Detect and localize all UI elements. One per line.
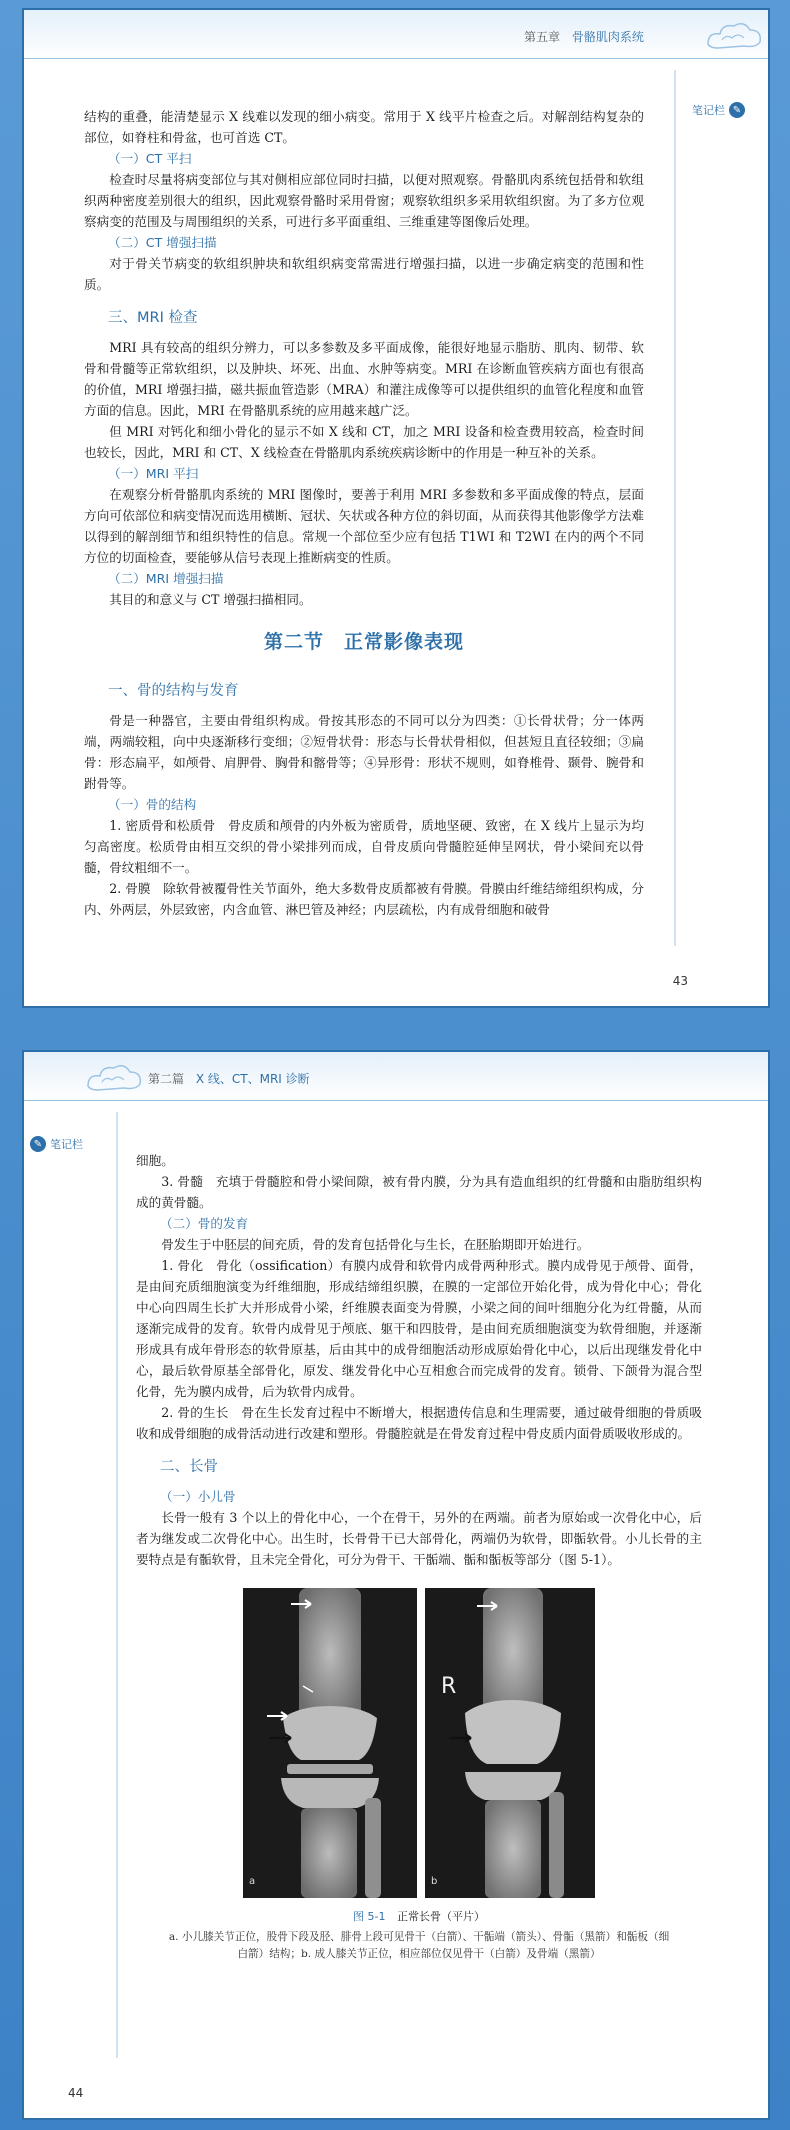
paragraph: 细胞。 — [136, 1153, 174, 1168]
figure-caption-title — [136, 1906, 702, 1927]
pen-icon: ✎ — [30, 1136, 46, 1152]
figure-5-1 — [136, 1588, 702, 1898]
notes-margin-rule — [116, 1112, 118, 2058]
heading-long-bone: 二、长骨 — [160, 1459, 218, 1475]
paragraph: MRI 具有较高的组织分辨力，可以多参数及多平面成像，能很好地显示脂肪、肌肉、韧带、软骨和骨髓等正常软组织，以及肿块、坏死、出血、水肿等病变。MRI 在诊断血管疾病方面也有很高的价值，MRI 增强扫描，磁共振血管造影（MRA）和灌注成像等可以提供组织的血管化程度和血管方面的信息。因此，MRI 在骨骼肌系统的应用越来越广泛。 — [84, 340, 644, 418]
heading-ct-plain: （一）CT 平扫 — [108, 151, 192, 166]
xray-adult-knee-image — [425, 1588, 595, 1898]
paragraph: 长骨一般有 3 个以上的骨化中心，一个在骨干，另外的在两端。前者为原始或一次骨化中心，后者为继发或二次骨化中心。出生时，长骨骨干已大部骨化，两端仍为软骨，即骺软骨。小儿长骨的主要特点是有骺软骨，且未完全骨化，可分为骨干、干骺端、骺和骺板等部分（图 5-1）。 — [136, 1510, 702, 1567]
part-title: X 线、CT、MRI 诊断 — [195, 1072, 310, 1086]
chapter-label: 第五章 — [524, 30, 561, 44]
xray-child-knee — [243, 1588, 417, 1898]
heading-bone-development: （二）骨的发育 — [160, 1216, 249, 1231]
page-header — [24, 10, 768, 60]
page-43 — [22, 8, 770, 1008]
paragraph: 对于骨关节病变的软组织肿块和软组织病变常需进行增强扫描，以进一步确定病变的范围和性质。 — [84, 256, 644, 292]
notes-label-text: 笔记栏 — [50, 1138, 83, 1151]
pen-icon: ✎ — [729, 102, 745, 118]
paragraph: 2. 骨的生长 骨在生长发育过程中不断增大，根据遗传信息和生理需要，通过破骨细胞的骨质吸收和成骨细胞的成骨活动进行改建和塑形。骨髓腔就是在骨发育过程中骨皮质内面骨质吸收形成的。 — [136, 1405, 702, 1441]
paragraph: 1. 密质骨和松质骨 骨皮质和颅骨的内外板为密质骨，质地坚硬、致密，在 X 线片上显示为均匀高密度。松质骨由相互交织的骨小梁排列而成，自骨皮质向骨髓腔延伸呈网状，骨小梁间充以骨髓，骨纹粗细不一。 — [84, 818, 644, 875]
paragraph: 3. 骨髓 充填于骨髓腔和骨小梁间隙，被有骨内膜，分为具有造血组织的红骨髓和由脂肪组织构成的黄骨髓。 — [136, 1174, 702, 1210]
page-number: 43 — [672, 974, 688, 988]
page-44-body — [136, 1150, 702, 1963]
figure-number: 图 5-1 — [353, 1910, 386, 1923]
heading-mri: 三、MRI 检查 — [108, 310, 198, 326]
paragraph: 其目的和意义与 CT 增强扫描相同。 — [109, 592, 312, 607]
xray-adult-knee — [425, 1588, 595, 1898]
page-44 — [22, 1050, 770, 2120]
notes-margin-rule — [674, 70, 676, 946]
heading-mri-enhanced: （二）MRI 增强扫描 — [108, 571, 224, 586]
paragraph: 骨是一种器官，主要由骨组织构成。骨按其形态的不同可以分为四类：①长骨状骨；分一体两端，两端较粗，向中央逐渐移行变细；②短骨状骨：形态与长骨状骨相似，但甚短且直径较细；③扁骨：形态扁平，如颅骨、肩胛骨、胸骨和髂骨等；④异形骨：形状不规则，如脊椎骨、颞骨、腕骨和跗骨等。 — [84, 713, 644, 791]
running-header — [148, 1070, 310, 1087]
heading-ct-enhanced: （二）CT 增强扫描 — [108, 235, 217, 250]
paragraph: 1. 骨化 骨化（ossification）有膜内成骨和软骨内成骨两种形式。膜内成骨见于颅骨、面骨，是由间充质细胞演变为纤维细胞，形成结缔组织膜，在膜的一定部位开始化骨，成为骨化中心；骨化中心向四周生长扩大并形成骨小梁，纤维膜表面变为骨膜，小梁之间的间叶细胞分化为红骨髓，从而逐渐完成骨的发育。软骨内成骨见于颅底、躯干和四肢骨，是由间充质细胞演变为软骨细胞，并逐渐形成具有成年骨形态的软骨原基，后由其中的成骨细胞活动形成原始骨化中心，以后出现继发骨化中心，最后软骨原基全部骨化，原发、继发骨化中心互相愈合而完成骨的发育。锁骨、下颌骨为混合型化骨，先为膜内成骨，后为软骨内成骨。 — [136, 1258, 702, 1399]
paragraph: 2. 骨膜 除软骨被覆骨性关节面外，绝大多数骨皮质都被有骨膜。骨膜由纤维结缔组织构成，分内、外两层，外层致密，内含血管、淋巴管及神经；内层疏松，内有成骨细胞和破骨 — [84, 881, 644, 917]
notes-label-text: 笔记栏 — [692, 104, 725, 117]
heading-bone-struct: （一）骨的结构 — [108, 797, 197, 812]
figure-label-a: a — [249, 1876, 256, 1887]
paragraph: 骨发生于中胚层的间充质，骨的发育包括骨化与生长，在胚胎期即开始进行。 — [161, 1237, 590, 1252]
paragraph: 在观察分析骨骼肌肉系统的 MRI 图像时，要善于利用 MRI 多参数和多平面成像的特点，层面方向可依部位和病变情况而选用横断、冠状、矢状或各种方位的斜切面，从而获得其他影像学方法难以得到的解剖细节和组织特性的信息。常规一个部位至少应有包括 T1WI 和 T2WI 在内的两个不同方位的切面检查，要能够从信号表现上推断病变的性质。 — [84, 487, 644, 565]
paragraph: 检查时尽量将病变部位与其对侧相应部位同时扫描，以便对照观察。骨骼肌肉系统包括骨和软组织两种密度差别很大的组织，因此观察骨骼时采用骨窗；观察软组织多采用软组织窗。为了多方位观察病变的范围及与周围组织的关系，可进行多平面重组、三维重建等图像后处理。 — [84, 172, 644, 229]
figure-caption-body: a. 小儿膝关节正位，股骨下段及胫、腓骨上段可见骨干（白箭）、干骺端（箭头）、骨骺（黑箭）和骺板（细白箭）结构；b. 成人膝关节正位，相应部位仅见骨干（白箭）及骨端（黑箭） — [168, 1931, 670, 1960]
cloud-ornament-icon — [84, 1060, 144, 1096]
paragraph: 结构的重叠，能清楚显示 X 线难以发现的细小病变。常用于 X 线平片检查之后。对解剖结构复杂的部位，如脊柱和骨盆，也可首选 CT。 — [84, 109, 644, 145]
section-title: 第二节 正常影像表现 — [263, 631, 464, 653]
page-number: 44 — [68, 2086, 84, 2100]
figure-title: 正常长骨（平片） — [396, 1910, 485, 1923]
part-label: 第二篇 — [148, 1072, 185, 1086]
side-marker-r: R — [441, 1674, 457, 1699]
running-header — [524, 28, 644, 45]
xray-child-knee-image — [243, 1588, 417, 1898]
page-43-body — [84, 106, 644, 920]
cloud-ornament-icon — [704, 18, 764, 54]
heading-bone-structure: 一、骨的结构与发育 — [108, 683, 239, 699]
figure-label-b: b — [431, 1876, 438, 1887]
paragraph: 但 MRI 对钙化和细小骨化的显示不如 X 线和 CT，加之 MRI 设备和检查费用较高，检查时间也较长，因此，MRI 和 CT、X 线检查在骨骼肌肉系统疾病诊断中的作用是一种互补的关系。 — [84, 424, 644, 460]
notes-label — [30, 1136, 83, 1152]
notes-label — [692, 102, 745, 118]
chapter-title: 骨骼肌肉系统 — [571, 30, 644, 44]
heading-mri-plain: （一）MRI 平扫 — [108, 466, 199, 481]
header-rule — [24, 1100, 768, 1101]
heading-child-bone: （一）小儿骨 — [160, 1489, 236, 1504]
header-rule — [24, 58, 768, 59]
